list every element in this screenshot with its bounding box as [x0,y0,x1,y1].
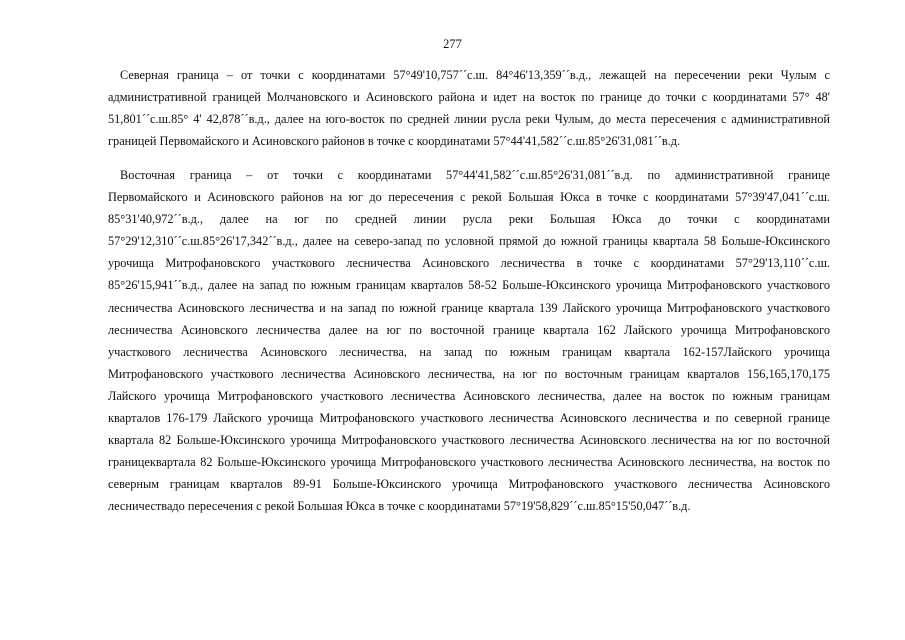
text-line: 85°31'40,972´´в.д., далее на юг по средней линии русла реки Большая Юкса до точки с координатами [108,212,830,227]
text-line: 85°26'15,941´´в.д., далее на запад по южным границам кварталов 58-52 Больше-Юксинского урочища Митрофановского участкового [108,278,830,293]
text-line: лесничествадо пересечения с рекой Большая Юкса в точке с координатами 57°19'58,829´´с.ш.85°15'50,047´´в.д. [108,499,691,514]
text-line: 57°29'12,310´´с.ш.85°26'17,342´´в.д., далее на северо-запад по условной прямой до южной границы квартала 58 Больше-Юксинского [108,234,830,249]
text-line: лесничества Асиновского лесничества и на запад по южной границе квартала 139 Лайского урочища Митрофановского участкового [108,300,830,315]
text-line: участкового лесничества Асиновского лесничества, на запад по южным границам квартала 162-157Лайского урочища [108,344,830,359]
text-line: урочища Митрофановского участкового лесничества Асиновского лесничества в точке с координатами 57°29'13,110´´с.ш. [108,256,830,271]
page-number: 277 [443,37,462,51]
text-line: административной границей Молчановского и Асиновского района и идет на восток по границе до точки с координатами 57° 48' [108,90,830,105]
text-line: северным границам кварталов 89-91 Больше-Юксинского урочища Митрофановского участкового лесничества Асиновского [108,477,830,492]
text-line: 51,801´´с.ш.85° 4' 42,878´´в.д., далее на юго-восток по средней линии русла реки Чулым, до места пересечения с административной [108,112,830,127]
paragraph-eastern-boundary [108,164,830,518]
paragraph-northern-boundary [108,64,830,152]
text-line: границеквартала 82 Больше-Юксинского урочища Митрофановского участкового лесничества Асиновского лесничества, на восток по [108,455,830,470]
text-line: Лайского урочища Митрофановского участкового лесничества Асиновского лесничества, далее на восток по южным границам [108,388,830,403]
text-line: Митрофановского участкового лесничества Асиновского лесничества, на юг по восточным границам кварталов 156,165,170,175 [108,366,830,381]
text-line: Первомайского и Асиновского районов на юг до пересечения с рекой Большая Юкса в точке с координатами 57°39'47,041´´с.ш. [108,190,830,205]
text-line: границей Первомайского и Асиновского районов в точке с координатами 57°44'41,582´´с.ш.85°26'31,081´´в.д. [108,134,681,149]
text-line: кварталов 176-179 Лайского урочища Митрофановского участкового лесничества Асиновского лесничества и по северной границе [108,411,830,426]
text-line: Северная граница – от точки с координатами 57°49'10,757´´с.ш. 84°46'13,359´´в.д., лежащей на пересечении реки Чулым с [120,68,830,82]
text-line: квартала 82 Больше-Юксинского урочища Митрофановского участкового лесничества Асиновского лесничества на юг по восточной [108,433,830,448]
text-line: лесничества Асиновского лесничества далее на юг по восточной границе квартала 162 Лайского урочища Митрофановского [108,322,830,337]
text-line: Восточная граница – от точки с координатами 57°44'41,582´´с.ш.85°26'31,081´´в.д. по административной границе [120,168,830,182]
